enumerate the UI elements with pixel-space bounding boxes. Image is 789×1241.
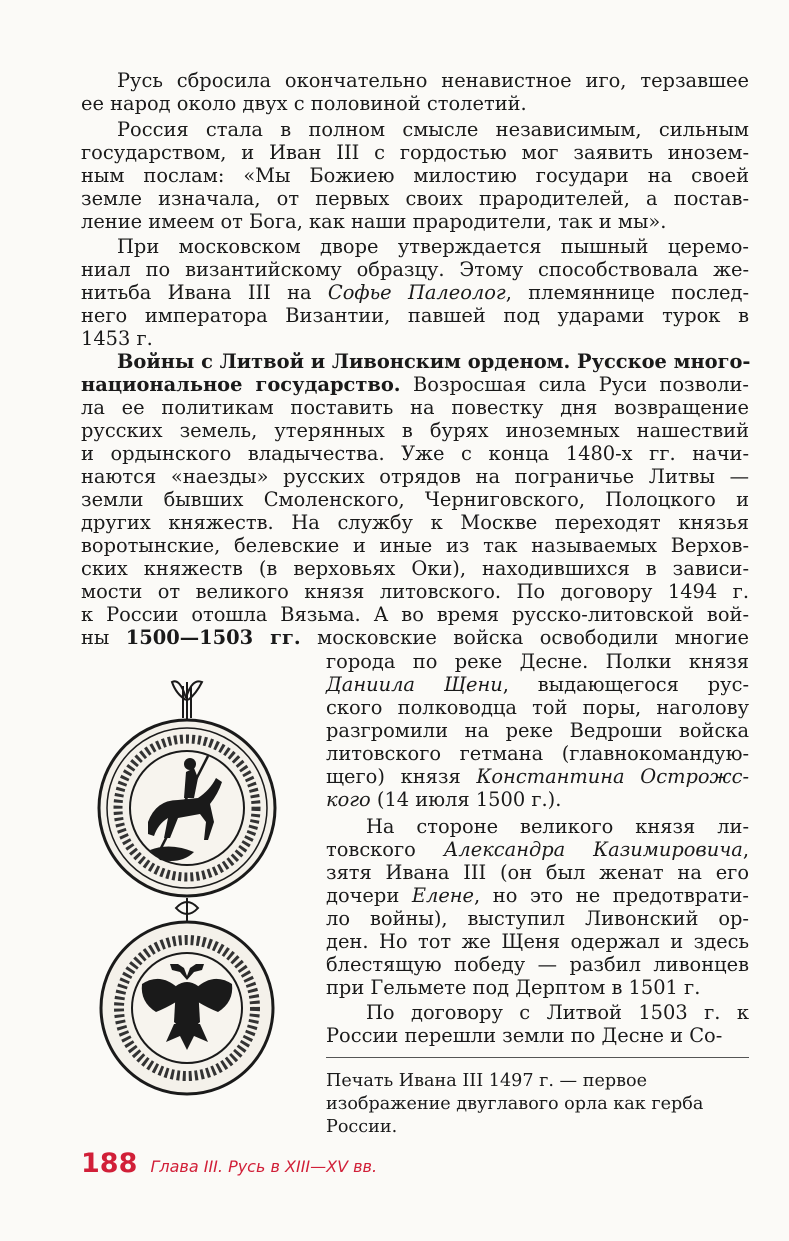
text-line: ниал по византийскому образцу. Этому способствовала же-	[81, 258, 749, 281]
text-line: при Гельмете под Дерптом в 1501 г.	[326, 976, 701, 999]
italic-name: Софье Палеолог	[327, 281, 506, 304]
text-line: него императора Византии, павшей под ударами турок в	[81, 304, 749, 327]
caption-rule	[326, 1057, 749, 1058]
text-line: ее народ около двух с половиной столетий.	[81, 92, 527, 115]
text-line: ден. Но тот же Щеня одержал и здесь	[326, 930, 749, 953]
seal-obverse	[99, 720, 275, 896]
text-line: ление имеем от Бога, как наши прародители, так и мы».	[81, 210, 667, 233]
text-line: При московском дворе утверждается пышный церемо-	[117, 235, 749, 258]
cord-icon	[172, 681, 202, 720]
text-line: Русь сбросила окончательно ненавистное иго, терзавшее	[117, 69, 749, 92]
italic-name: Даниила Щени	[326, 673, 503, 696]
text-line: национальное государство. Возросшая сила Руси позволи-	[81, 373, 749, 396]
text-line: дочери Елене, но это не предотврати-	[326, 884, 749, 907]
text-line: земле изначала, от первых своих прародителей, а постав-	[81, 187, 749, 210]
page-footer	[81, 1148, 377, 1179]
text-line: зятя Ивана III (он был женат на его	[326, 861, 749, 884]
bold-dates: 1500—1503 гг.	[125, 626, 301, 649]
text-line: ным послам: «Мы Божиею милостию государи на своей	[81, 164, 749, 187]
text-line: ла ее политикам поставить на повестку дня возвращение	[81, 396, 749, 419]
seal-reverse	[101, 922, 273, 1094]
section-heading-cont: национальное государство.	[81, 373, 401, 396]
text-line: России перешли земли по Десне и Со-	[326, 1024, 723, 1047]
italic-name: Константина Острожс-	[476, 765, 749, 788]
text-line: нитьба Ивана III на Софье Палеолог, племяннице послед-	[81, 281, 749, 304]
text-line: По договору с Литвой 1503 г. к	[366, 1001, 749, 1024]
text-line: ских княжеств (в верховьях Оки), находившихся в зависи-	[81, 557, 749, 580]
text-line: На стороне великого князя ли-	[366, 815, 749, 838]
text-line: товского Александра Казимировича,	[326, 838, 749, 861]
caption-line: России.	[326, 1117, 398, 1137]
text-line: литовского гетмана (главнокомандую-	[326, 742, 749, 765]
text-line: воротынские, белевские и иные из так называемых Верхов-	[81, 534, 749, 557]
text-line: к России отошла Вязьма. А во время русско-литовской вой-	[81, 603, 749, 626]
text-line: блестящую победу — разбил ливонцев	[326, 953, 749, 976]
chapter-title: Глава III. Русь в XIII—XV вв.	[150, 1157, 378, 1176]
seal-illustration	[90, 672, 310, 1132]
text-line: разгромили на реке Ведроши войска	[326, 719, 749, 742]
italic-name: кого	[326, 788, 371, 811]
text-line: земли бывших Смоленского, Черниговского, Полоцкого и	[81, 488, 749, 511]
italic-name: Александра Казимировича	[443, 838, 743, 861]
text-line: 1453 г.	[81, 327, 153, 350]
text-line: ского полководца той поры, наголову	[326, 696, 749, 719]
caption-line: Печать Ивана III 1497 г. — первое	[326, 1071, 648, 1091]
page-number: 188	[81, 1148, 138, 1179]
section-heading: Войны с Литвой и Ливонским орденом. Русское много-	[117, 350, 751, 373]
text-line: мости от великого князя литовского. По договору 1494 г.	[81, 580, 749, 603]
text-line: Даниила Щени, выдающегося рус-	[326, 673, 749, 696]
italic-name: Елене	[411, 884, 475, 907]
text-line: и ордынского владычества. Уже с конца 1480-х гг. начи-	[81, 442, 749, 465]
text-line: щего) князя Константина Острожс-	[326, 765, 749, 788]
text-line: русских земель, утерянных в бурях иноземных нашествий	[81, 419, 749, 442]
text-line: ло войны), выступил Ливонский ор-	[326, 907, 749, 930]
text-line: Россия стала в полном смысле независимым, сильным	[117, 118, 749, 141]
text-line: других княжеств. На службу к Москве переходят князья	[81, 511, 749, 534]
text-line: города по реке Десне. Полки князя	[326, 650, 749, 673]
text-line: ны 1500—1503 гг. московские войска освободили многие	[81, 626, 749, 649]
caption-line: изображение двуглавого орла как герба	[326, 1094, 704, 1114]
cord-icon	[176, 898, 198, 922]
text-line: государством, и Иван III с гордостью мог заявить инозем-	[81, 141, 749, 164]
text-line: кого (14 июля 1500 г.).	[326, 788, 562, 811]
text-line: наются «наезды» русских отрядов на пограничье Литвы —	[81, 465, 749, 488]
